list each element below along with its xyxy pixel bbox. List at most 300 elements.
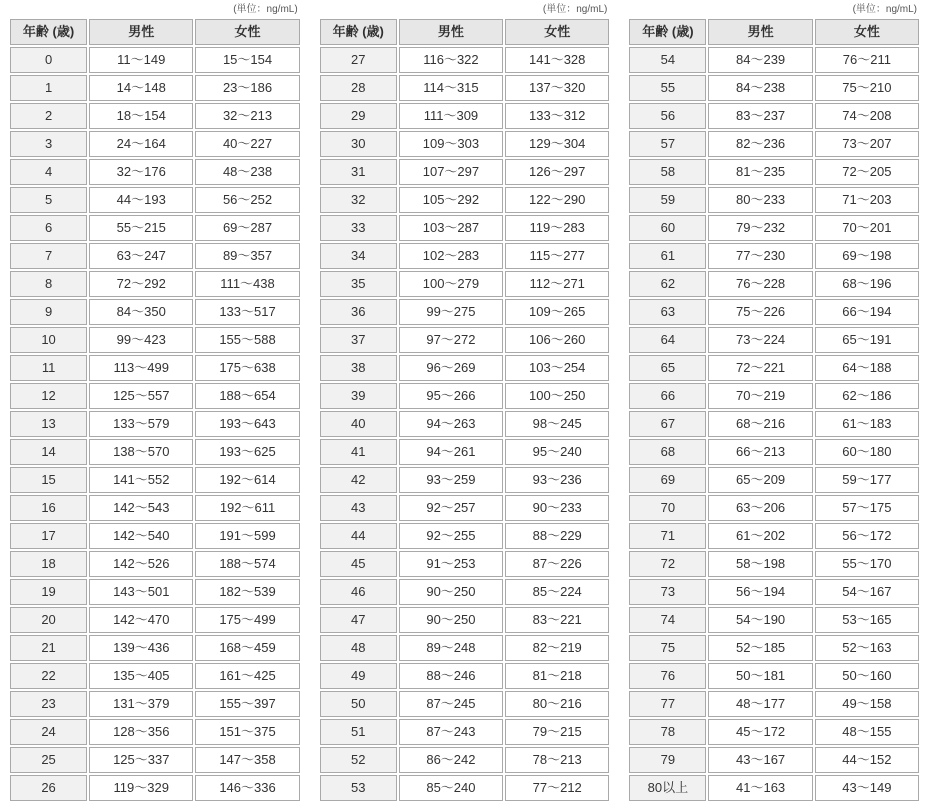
age-cell: 58 xyxy=(629,159,706,185)
table-row xyxy=(320,187,610,213)
column-header: 女性 xyxy=(195,19,299,45)
male-range-cell: 93〜259 xyxy=(399,467,503,493)
table-row xyxy=(320,299,610,325)
female-range-cell: 119〜283 xyxy=(505,215,609,241)
female-range-cell: 23〜186 xyxy=(195,75,299,101)
column-header: 男性 xyxy=(399,19,503,45)
age-cell: 9 xyxy=(10,299,87,325)
age-cell: 27 xyxy=(320,47,397,73)
age-cell: 31 xyxy=(320,159,397,185)
table-row xyxy=(10,495,300,521)
female-range-cell: 57〜175 xyxy=(815,495,919,521)
male-range-cell: 54〜190 xyxy=(708,607,812,633)
age-cell: 49 xyxy=(320,663,397,689)
table-row xyxy=(10,243,300,269)
age-cell: 54 xyxy=(629,47,706,73)
female-range-cell: 188〜574 xyxy=(195,551,299,577)
female-range-cell: 56〜252 xyxy=(195,187,299,213)
column-header: 女性 xyxy=(815,19,919,45)
table-row xyxy=(629,775,919,801)
female-range-cell: 191〜599 xyxy=(195,523,299,549)
reference-table-ages-54-80plus xyxy=(627,17,921,803)
male-range-cell: 111〜309 xyxy=(399,103,503,129)
male-range-cell: 90〜250 xyxy=(399,607,503,633)
table-row xyxy=(320,271,610,297)
age-cell: 29 xyxy=(320,103,397,129)
table-row xyxy=(320,635,610,661)
table-row xyxy=(10,75,300,101)
female-range-cell: 77〜212 xyxy=(505,775,609,801)
age-cell: 76 xyxy=(629,663,706,689)
unit-label: (単位：ng/mL) xyxy=(233,4,298,15)
table-row xyxy=(629,327,919,353)
table-row xyxy=(629,607,919,633)
female-range-cell: 141〜328 xyxy=(505,47,609,73)
age-cell: 50 xyxy=(320,691,397,717)
female-range-cell: 106〜260 xyxy=(505,327,609,353)
male-range-cell: 92〜255 xyxy=(399,523,503,549)
age-cell: 30 xyxy=(320,131,397,157)
female-range-cell: 52〜163 xyxy=(815,635,919,661)
column-header: 年齢 (歳) xyxy=(10,19,87,45)
table-row xyxy=(10,131,300,157)
age-cell: 72 xyxy=(629,551,706,577)
male-range-cell: 138〜570 xyxy=(89,439,193,465)
age-cell: 74 xyxy=(629,607,706,633)
age-cell: 68 xyxy=(629,439,706,465)
female-range-cell: 87〜226 xyxy=(505,551,609,577)
female-range-cell: 112〜271 xyxy=(505,271,609,297)
male-range-cell: 85〜240 xyxy=(399,775,503,801)
table-row xyxy=(320,243,610,269)
male-range-cell: 125〜337 xyxy=(89,747,193,773)
age-cell: 18 xyxy=(10,551,87,577)
male-range-cell: 76〜228 xyxy=(708,271,812,297)
female-range-cell: 175〜499 xyxy=(195,607,299,633)
male-range-cell: 142〜526 xyxy=(89,551,193,577)
age-cell: 40 xyxy=(320,411,397,437)
female-range-cell: 65〜191 xyxy=(815,327,919,353)
table-row xyxy=(10,775,300,801)
age-cell: 75 xyxy=(629,635,706,661)
female-range-cell: 59〜177 xyxy=(815,467,919,493)
table-row xyxy=(629,103,919,129)
age-cell: 53 xyxy=(320,775,397,801)
male-range-cell: 58〜198 xyxy=(708,551,812,577)
male-range-cell: 91〜253 xyxy=(399,551,503,577)
table-row xyxy=(320,719,610,745)
table-row xyxy=(10,523,300,549)
age-cell: 36 xyxy=(320,299,397,325)
table-row xyxy=(320,383,610,409)
age-cell: 63 xyxy=(629,299,706,325)
female-range-cell: 71〜203 xyxy=(815,187,919,213)
male-range-cell: 70〜219 xyxy=(708,383,812,409)
female-range-cell: 133〜312 xyxy=(505,103,609,129)
table-row xyxy=(320,411,610,437)
table-row xyxy=(320,607,610,633)
age-cell: 17 xyxy=(10,523,87,549)
table-row xyxy=(10,663,300,689)
table-row xyxy=(320,131,610,157)
reference-table-ages-27-53 xyxy=(318,17,612,803)
age-cell: 5 xyxy=(10,187,87,213)
table-row xyxy=(320,327,610,353)
header-row xyxy=(10,19,300,45)
male-range-cell: 87〜245 xyxy=(399,691,503,717)
male-range-cell: 142〜540 xyxy=(89,523,193,549)
male-range-cell: 125〜557 xyxy=(89,383,193,409)
age-cell: 41 xyxy=(320,439,397,465)
age-cell: 11 xyxy=(10,355,87,381)
male-range-cell: 99〜423 xyxy=(89,327,193,353)
age-cell: 47 xyxy=(320,607,397,633)
table-row xyxy=(10,271,300,297)
male-range-cell: 89〜248 xyxy=(399,635,503,661)
female-range-cell: 85〜224 xyxy=(505,579,609,605)
male-range-cell: 45〜172 xyxy=(708,719,812,745)
female-range-cell: 32〜213 xyxy=(195,103,299,129)
age-cell: 10 xyxy=(10,327,87,353)
male-range-cell: 88〜246 xyxy=(399,663,503,689)
age-cell: 44 xyxy=(320,523,397,549)
age-cell: 80以上 xyxy=(629,775,706,801)
female-range-cell: 168〜459 xyxy=(195,635,299,661)
table-row xyxy=(10,691,300,717)
male-range-cell: 32〜176 xyxy=(89,159,193,185)
table-row xyxy=(10,103,300,129)
male-range-cell: 96〜269 xyxy=(399,355,503,381)
table-row xyxy=(629,439,919,465)
header-row xyxy=(629,19,919,45)
female-range-cell: 93〜236 xyxy=(505,467,609,493)
female-range-cell: 175〜638 xyxy=(195,355,299,381)
age-cell: 22 xyxy=(10,663,87,689)
male-range-cell: 92〜257 xyxy=(399,495,503,521)
female-range-cell: 89〜357 xyxy=(195,243,299,269)
age-cell: 61 xyxy=(629,243,706,269)
table-row xyxy=(629,719,919,745)
female-range-cell: 80〜216 xyxy=(505,691,609,717)
table-row xyxy=(10,607,300,633)
female-range-cell: 109〜265 xyxy=(505,299,609,325)
male-range-cell: 84〜350 xyxy=(89,299,193,325)
table-row xyxy=(320,663,610,689)
male-range-cell: 55〜215 xyxy=(89,215,193,241)
female-range-cell: 88〜229 xyxy=(505,523,609,549)
male-range-cell: 94〜261 xyxy=(399,439,503,465)
male-range-cell: 139〜436 xyxy=(89,635,193,661)
age-cell: 12 xyxy=(10,383,87,409)
female-range-cell: 49〜158 xyxy=(815,691,919,717)
age-cell: 24 xyxy=(10,719,87,745)
female-range-cell: 74〜208 xyxy=(815,103,919,129)
male-range-cell: 77〜230 xyxy=(708,243,812,269)
female-range-cell: 147〜358 xyxy=(195,747,299,773)
male-range-cell: 131〜379 xyxy=(89,691,193,717)
male-range-cell: 128〜356 xyxy=(89,719,193,745)
table-row xyxy=(10,635,300,661)
age-cell: 43 xyxy=(320,495,397,521)
female-range-cell: 98〜245 xyxy=(505,411,609,437)
table-row xyxy=(320,551,610,577)
table-row xyxy=(629,131,919,157)
female-range-cell: 115〜277 xyxy=(505,243,609,269)
male-range-cell: 113〜499 xyxy=(89,355,193,381)
table-row xyxy=(629,635,919,661)
male-range-cell: 56〜194 xyxy=(708,579,812,605)
male-range-cell: 24〜164 xyxy=(89,131,193,157)
table-row xyxy=(629,187,919,213)
male-range-cell: 72〜292 xyxy=(89,271,193,297)
table-row xyxy=(629,75,919,101)
table-row xyxy=(320,103,610,129)
female-range-cell: 155〜588 xyxy=(195,327,299,353)
female-range-cell: 50〜160 xyxy=(815,663,919,689)
female-range-cell: 79〜215 xyxy=(505,719,609,745)
male-range-cell: 142〜543 xyxy=(89,495,193,521)
female-range-cell: 56〜172 xyxy=(815,523,919,549)
age-cell: 60 xyxy=(629,215,706,241)
male-range-cell: 48〜177 xyxy=(708,691,812,717)
age-cell: 52 xyxy=(320,747,397,773)
male-range-cell: 142〜470 xyxy=(89,607,193,633)
female-range-cell: 95〜240 xyxy=(505,439,609,465)
reference-table-ages-0-26 xyxy=(8,17,302,803)
female-range-cell: 69〜287 xyxy=(195,215,299,241)
male-range-cell: 84〜239 xyxy=(708,47,812,73)
male-range-cell: 44〜193 xyxy=(89,187,193,213)
table-row xyxy=(10,299,300,325)
table-row xyxy=(10,719,300,745)
male-range-cell: 63〜206 xyxy=(708,495,812,521)
table-row xyxy=(10,747,300,773)
table-row xyxy=(629,215,919,241)
table-row xyxy=(629,271,919,297)
unit-label: (単位：ng/mL) xyxy=(852,4,918,15)
female-range-cell: 53〜165 xyxy=(815,607,919,633)
male-range-cell: 109〜303 xyxy=(399,131,503,157)
female-range-cell: 76〜211 xyxy=(815,47,919,73)
age-cell: 46 xyxy=(320,579,397,605)
age-cell: 65 xyxy=(629,355,706,381)
table-row xyxy=(320,355,610,381)
age-cell: 20 xyxy=(10,607,87,633)
female-range-cell: 155〜397 xyxy=(195,691,299,717)
age-cell: 0 xyxy=(10,47,87,73)
age-cell: 64 xyxy=(629,327,706,353)
age-cell: 37 xyxy=(320,327,397,353)
male-range-cell: 50〜181 xyxy=(708,663,812,689)
male-range-cell: 95〜266 xyxy=(399,383,503,409)
female-range-cell: 66〜194 xyxy=(815,299,919,325)
age-cell: 8 xyxy=(10,271,87,297)
male-range-cell: 105〜292 xyxy=(399,187,503,213)
table-block-ages-54-80plus xyxy=(627,2,921,796)
age-cell: 19 xyxy=(10,579,87,605)
age-cell: 69 xyxy=(629,467,706,493)
male-range-cell: 63〜247 xyxy=(89,243,193,269)
female-range-cell: 188〜654 xyxy=(195,383,299,409)
female-range-cell: 78〜213 xyxy=(505,747,609,773)
male-range-cell: 133〜579 xyxy=(89,411,193,437)
table-row xyxy=(10,47,300,73)
table-row xyxy=(629,383,919,409)
male-range-cell: 41〜163 xyxy=(708,775,812,801)
age-cell: 39 xyxy=(320,383,397,409)
female-range-cell: 192〜614 xyxy=(195,467,299,493)
age-cell: 23 xyxy=(10,691,87,717)
male-range-cell: 11〜149 xyxy=(89,47,193,73)
column-header: 年齢 (歳) xyxy=(629,19,706,45)
female-range-cell: 40〜227 xyxy=(195,131,299,157)
table-row xyxy=(629,47,919,73)
age-cell: 32 xyxy=(320,187,397,213)
table-row xyxy=(629,495,919,521)
table-row xyxy=(10,579,300,605)
female-range-cell: 44〜152 xyxy=(815,747,919,773)
table-row xyxy=(10,187,300,213)
unit-label: (単位：ng/mL) xyxy=(542,4,608,15)
male-range-cell: 143〜501 xyxy=(89,579,193,605)
table-row xyxy=(320,523,610,549)
table-row xyxy=(10,159,300,185)
female-range-cell: 133〜517 xyxy=(195,299,299,325)
male-range-cell: 107〜297 xyxy=(399,159,503,185)
female-range-cell: 70〜201 xyxy=(815,215,919,241)
age-cell: 57 xyxy=(629,131,706,157)
male-range-cell: 99〜275 xyxy=(399,299,503,325)
female-range-cell: 103〜254 xyxy=(505,355,609,381)
female-range-cell: 62〜186 xyxy=(815,383,919,409)
table-block-ages-0-26 xyxy=(8,2,302,796)
age-cell: 14 xyxy=(10,439,87,465)
female-range-cell: 182〜539 xyxy=(195,579,299,605)
table-row xyxy=(10,467,300,493)
male-range-cell: 82〜236 xyxy=(708,131,812,157)
age-cell: 77 xyxy=(629,691,706,717)
female-range-cell: 72〜205 xyxy=(815,159,919,185)
table-row xyxy=(629,411,919,437)
female-range-cell: 122〜290 xyxy=(505,187,609,213)
age-cell: 73 xyxy=(629,579,706,605)
age-cell: 38 xyxy=(320,355,397,381)
male-range-cell: 66〜213 xyxy=(708,439,812,465)
female-range-cell: 48〜155 xyxy=(815,719,919,745)
female-range-cell: 193〜625 xyxy=(195,439,299,465)
age-cell: 42 xyxy=(320,467,397,493)
age-cell: 35 xyxy=(320,271,397,297)
table-row xyxy=(10,215,300,241)
female-range-cell: 15〜154 xyxy=(195,47,299,73)
table-row xyxy=(320,747,610,773)
female-range-cell: 146〜336 xyxy=(195,775,299,801)
male-range-cell: 94〜263 xyxy=(399,411,503,437)
female-range-cell: 81〜218 xyxy=(505,663,609,689)
table-row xyxy=(320,467,610,493)
female-range-cell: 75〜210 xyxy=(815,75,919,101)
table-row xyxy=(320,691,610,717)
male-range-cell: 103〜287 xyxy=(399,215,503,241)
age-cell: 6 xyxy=(10,215,87,241)
table-row xyxy=(320,439,610,465)
table-row xyxy=(10,327,300,353)
male-range-cell: 141〜552 xyxy=(89,467,193,493)
female-range-cell: 126〜297 xyxy=(505,159,609,185)
female-range-cell: 192〜611 xyxy=(195,495,299,521)
column-header: 男性 xyxy=(708,19,812,45)
age-cell: 71 xyxy=(629,523,706,549)
age-cell: 34 xyxy=(320,243,397,269)
age-cell: 48 xyxy=(320,635,397,661)
age-cell: 66 xyxy=(629,383,706,409)
female-range-cell: 100〜250 xyxy=(505,383,609,409)
male-range-cell: 116〜322 xyxy=(399,47,503,73)
column-header: 女性 xyxy=(505,19,609,45)
female-range-cell: 69〜198 xyxy=(815,243,919,269)
female-range-cell: 48〜238 xyxy=(195,159,299,185)
table-row xyxy=(629,691,919,717)
male-range-cell: 61〜202 xyxy=(708,523,812,549)
female-range-cell: 64〜188 xyxy=(815,355,919,381)
male-range-cell: 18〜154 xyxy=(89,103,193,129)
male-range-cell: 90〜250 xyxy=(399,579,503,605)
female-range-cell: 129〜304 xyxy=(505,131,609,157)
age-cell: 67 xyxy=(629,411,706,437)
female-range-cell: 111〜438 xyxy=(195,271,299,297)
female-range-cell: 161〜425 xyxy=(195,663,299,689)
table-block-ages-27-53 xyxy=(318,2,612,796)
table-row xyxy=(320,579,610,605)
male-range-cell: 52〜185 xyxy=(708,635,812,661)
female-range-cell: 83〜221 xyxy=(505,607,609,633)
age-cell: 51 xyxy=(320,719,397,745)
male-range-cell: 81〜235 xyxy=(708,159,812,185)
age-cell: 1 xyxy=(10,75,87,101)
female-range-cell: 68〜196 xyxy=(815,271,919,297)
table-row xyxy=(629,467,919,493)
table-row xyxy=(629,523,919,549)
table-row xyxy=(629,159,919,185)
table-row xyxy=(629,299,919,325)
table-row xyxy=(629,663,919,689)
male-range-cell: 97〜272 xyxy=(399,327,503,353)
male-range-cell: 87〜243 xyxy=(399,719,503,745)
female-range-cell: 60〜180 xyxy=(815,439,919,465)
female-range-cell: 193〜643 xyxy=(195,411,299,437)
table-row xyxy=(10,383,300,409)
male-range-cell: 83〜237 xyxy=(708,103,812,129)
male-range-cell: 72〜221 xyxy=(708,355,812,381)
table-row xyxy=(629,243,919,269)
age-cell: 59 xyxy=(629,187,706,213)
female-range-cell: 54〜167 xyxy=(815,579,919,605)
male-range-cell: 43〜167 xyxy=(708,747,812,773)
age-cell: 15 xyxy=(10,467,87,493)
male-range-cell: 119〜329 xyxy=(89,775,193,801)
age-cell: 56 xyxy=(629,103,706,129)
female-range-cell: 55〜170 xyxy=(815,551,919,577)
male-range-cell: 114〜315 xyxy=(399,75,503,101)
age-cell: 2 xyxy=(10,103,87,129)
age-cell: 78 xyxy=(629,719,706,745)
table-row xyxy=(320,495,610,521)
female-range-cell: 137〜320 xyxy=(505,75,609,101)
age-cell: 3 xyxy=(10,131,87,157)
column-header: 年齢 (歳) xyxy=(320,19,397,45)
age-cell: 16 xyxy=(10,495,87,521)
male-range-cell: 73〜224 xyxy=(708,327,812,353)
